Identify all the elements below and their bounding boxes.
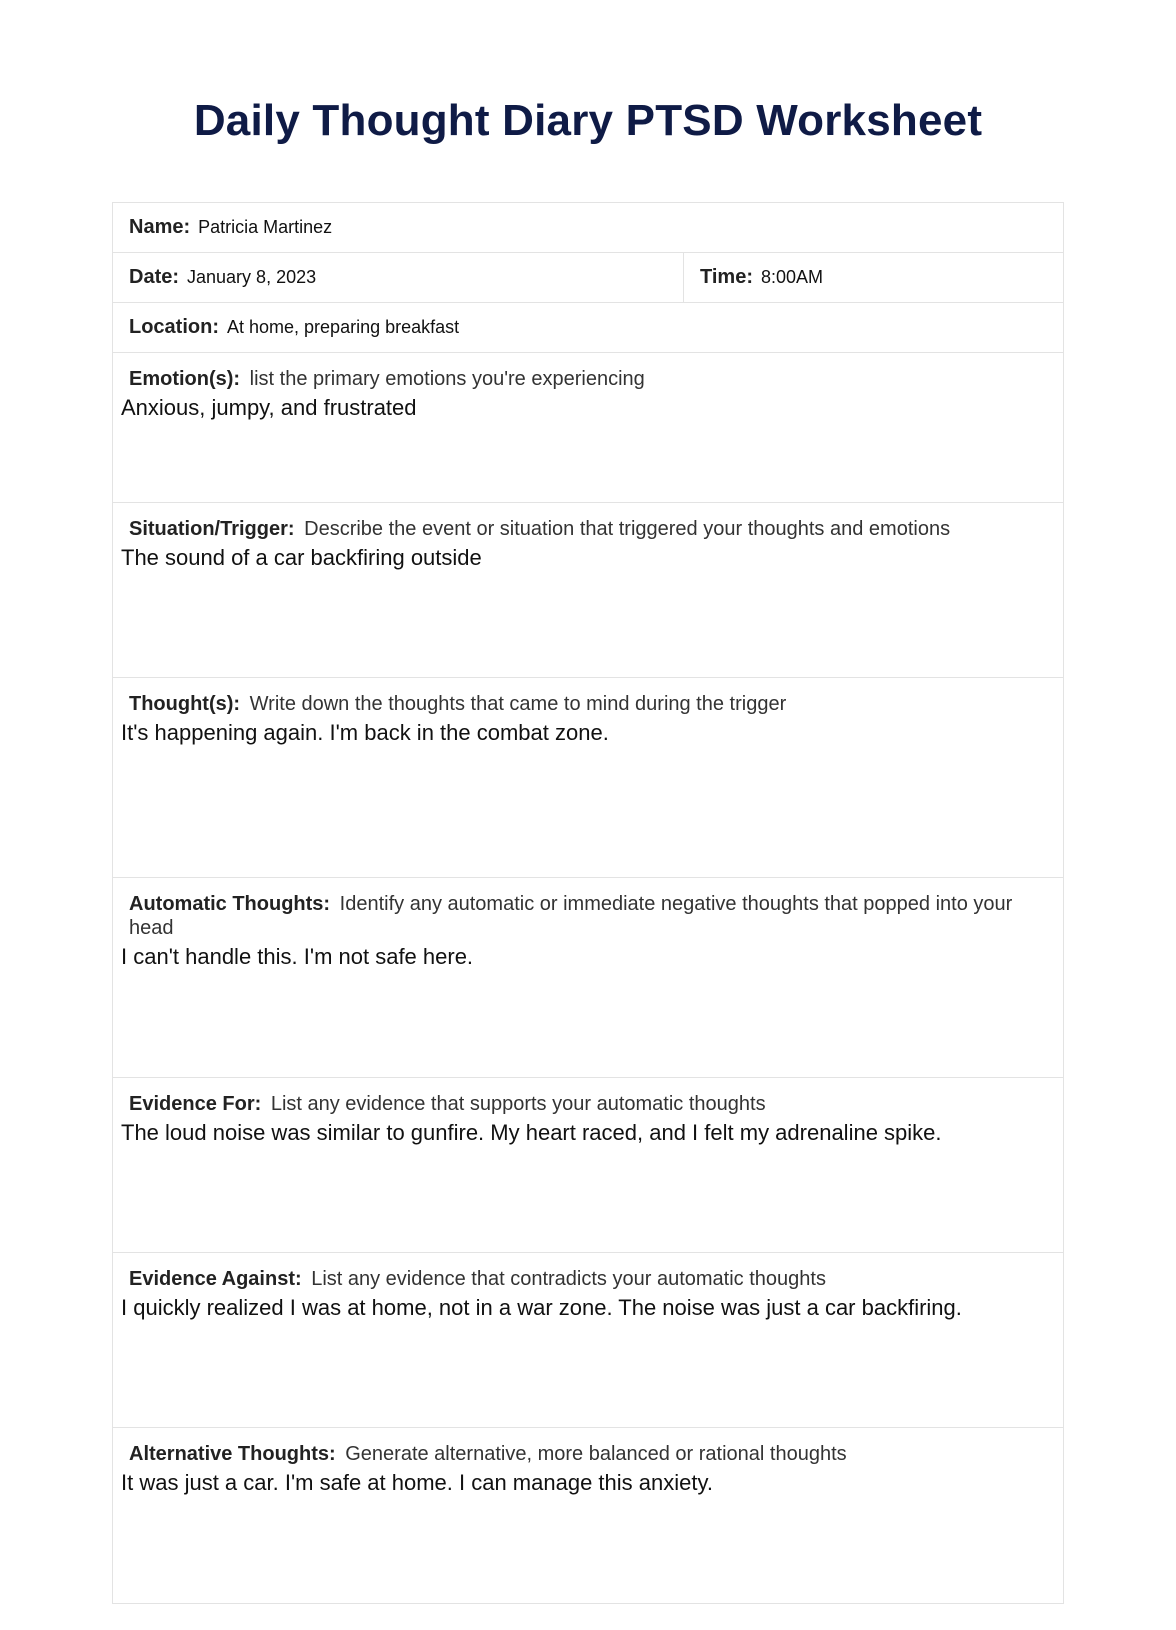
thoughts-instructions: Write down the thoughts that came to mind during the trigger — [249, 693, 787, 715]
evidence-against-section — [113, 1253, 1063, 1428]
evidence-for-instructions: List any evidence that supports your automatic thoughts — [270, 1093, 766, 1115]
thoughts-answer[interactable]: It's happening again. I'm back in the combat zone. — [121, 720, 609, 745]
emotions-label: Emotion(s): — [129, 368, 241, 390]
alternative-thoughts-answer[interactable]: It was just a car. I'm safe at home. I can manage this anxiety. — [121, 1470, 713, 1495]
automatic-thoughts-instructions: Identify any automatic or immediate negative thoughts that popped into your head — [129, 893, 1013, 939]
date-time-row — [113, 253, 1063, 303]
evidence-against-label: Evidence Against: — [129, 1268, 302, 1290]
emotions-answer[interactable]: Anxious, jumpy, and frustrated — [121, 395, 417, 420]
location-row — [113, 303, 1063, 353]
automatic-thoughts-answer[interactable]: I can't handle this. I'm not safe here. — [121, 944, 474, 969]
automatic-thoughts-prompt — [129, 892, 1047, 940]
situation-section — [113, 503, 1063, 678]
evidence-against-answer[interactable]: I quickly realized I was at home, not in a war zone. The noise was just a car backfiring. — [121, 1295, 962, 1320]
date-field[interactable]: January 8, 2023 — [187, 267, 317, 287]
emotions-section — [113, 353, 1063, 503]
alternative-thoughts-label: Alternative Thoughts: — [129, 1443, 336, 1465]
evidence-for-prompt — [129, 1092, 1047, 1116]
name-label: Name: — [129, 216, 191, 238]
thoughts-prompt — [129, 692, 1047, 716]
date-label: Date: — [129, 266, 180, 288]
time-cell — [684, 253, 1063, 302]
situation-answer[interactable]: The sound of a car backfiring outside — [121, 545, 482, 570]
time-label: Time: — [700, 266, 753, 288]
automatic-thoughts-label: Automatic Thoughts: — [129, 893, 331, 915]
worksheet-table — [112, 202, 1064, 1604]
situation-prompt — [129, 517, 1047, 541]
page-title: Daily Thought Diary PTSD Worksheet — [193, 96, 983, 145]
evidence-for-label: Evidence For: — [129, 1093, 262, 1115]
emotions-instructions: list the primary emotions you're experiencing — [249, 368, 645, 390]
evidence-against-prompt — [129, 1267, 1047, 1291]
time-field[interactable]: 8:00AM — [760, 267, 824, 287]
date-cell — [113, 253, 684, 302]
emotions-prompt — [129, 367, 1047, 391]
evidence-for-section — [113, 1078, 1063, 1253]
automatic-thoughts-section — [113, 878, 1063, 1078]
thoughts-section — [113, 678, 1063, 878]
location-field[interactable]: At home, preparing breakfast — [227, 317, 460, 337]
alternative-thoughts-section — [113, 1428, 1063, 1603]
situation-instructions: Describe the event or situation that triggered your thoughts and emotions — [304, 518, 951, 540]
thoughts-label: Thought(s): — [129, 693, 241, 715]
name-field[interactable]: Patricia Martinez — [198, 217, 333, 237]
alternative-thoughts-prompt — [129, 1442, 1047, 1466]
location-label: Location: — [129, 316, 219, 338]
evidence-against-instructions: List any evidence that contradicts your automatic thoughts — [311, 1268, 826, 1290]
evidence-for-answer[interactable]: The loud noise was similar to gunfire. My heart raced, and I felt my adrenaline spike. — [121, 1120, 942, 1145]
alternative-thoughts-instructions: Generate alternative, more balanced or rational thoughts — [345, 1443, 847, 1465]
situation-label: Situation/Trigger: — [129, 518, 295, 540]
name-row — [113, 203, 1063, 253]
